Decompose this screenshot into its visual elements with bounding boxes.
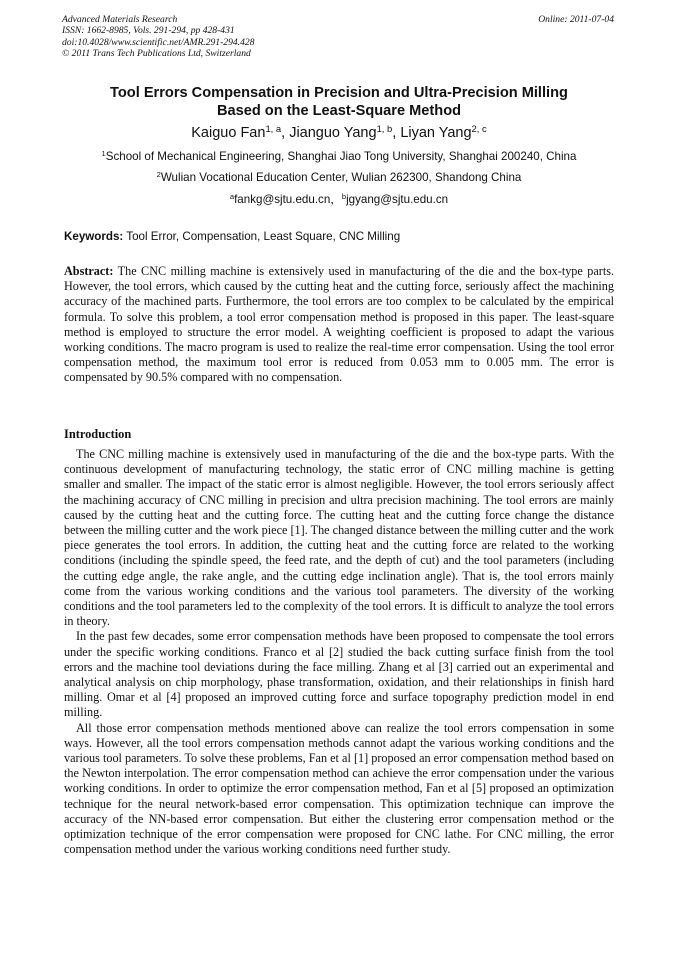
author-sup: 1, b	[376, 123, 393, 135]
paragraph: All those error compensation methods mentioned above can realize the tool errors compensation in some ways. However, all the tool errors compensation methods cannot adapt the various working conditions and the various tool parameters. To solve these problems, Fan et al [1] proposed an error compensation method based on the Newton interpolation. The error compensation method can achieve the error compensation under the various working conditions. In order to optimize the error compensation method, Fan et al [5] proposed an optimization technique for the neural network-based error compensation. This optimization technique can improve the accuracy of the NN-based error compensation. But either the clustering error compensation method or the optimization technique of the error compensation were proposed for CNC lathe. For CNC milling, the error compensation method under the various working conditions need further study.	[64, 720, 614, 857]
keywords-label: Keywords:	[64, 230, 124, 243]
affiliation-1	[0, 150, 678, 164]
keywords	[64, 230, 614, 244]
email-b[interactable]: jgyang@sjtu.edu.cn	[346, 193, 449, 206]
abstract-text: The CNC milling machine is extensively used in manufacturing of the die and the box-type parts. However, the tool errors, which caused by the cutting heat and the cutting force, seriously affect the machining accuracy of the machined parts. Furthermore, the tool errors are too complex to be calculated by the empirical formula. To solve this problem, a tool error compensation method is proposed in this paper. The least-square method is employed to structure the error model. A weighting coefficient is proposed to adapt the various working conditions. The macro program is used to realize the real-time error compensation. Using the tool error compensation method, the maximum tool error is reduced from 0.053 mm to 0.005 mm. The error is compensated by 90.5% compared with no compensation.	[64, 264, 614, 385]
journal-doi: doi:10.4028/www.scientific.net/AMR.291-294.428	[62, 36, 255, 48]
journal-name: Advanced Materials Research	[62, 14, 178, 25]
keywords-text: Tool Error, Compensation, Least Square, CNC Milling	[123, 230, 401, 243]
author-emails	[0, 193, 678, 207]
author-name: Jianguo Yang	[289, 125, 377, 141]
affiliation-sup: 2	[156, 170, 161, 180]
author-name: Liyan Yang	[400, 125, 472, 141]
email-a[interactable]: fankg@sjtu.edu.cn，	[234, 193, 342, 206]
title-line-1: Tool Errors Compensation in Precision and Ultra-Precision Milling	[110, 85, 568, 101]
author	[400, 125, 486, 141]
affiliation-sup: 1	[101, 149, 106, 159]
journal-copyright: © 2011 Trans Tech Publications Ltd, Switzerland	[62, 48, 251, 60]
online-date: Online: 2011-07-04	[538, 14, 614, 25]
affiliation-text: School of Mechanical Engineering, Shanghai Jiao Tong University, Shanghai 200240, China	[105, 150, 577, 163]
affiliation-2	[0, 171, 678, 185]
journal-header	[62, 14, 614, 60]
email-sup: a	[229, 192, 235, 202]
paragraph: In the past few decades, some error compensation methods have been proposed to compensate the tool errors under the specific working conditions. Franco et al [2] studied the back cutting surface finish from the tool errors and the machine tool deviations during the face milling. Zhang et al [3] carried out an experimental and analytical analysis on chip morphology, phase transformation, oxidation, and their relationships in finish hard milling. Omar et al [4] proposed an improved cutting force and surface topography prediction model in end milling.	[64, 629, 614, 720]
author-name: Kaiguo Fan	[191, 125, 266, 141]
affiliation-text: Wulian Vocational Education Center, Wulian 262300, Shandong China	[160, 171, 522, 184]
title-line-2: Based on the Least-Square Method	[216, 103, 462, 119]
author	[289, 125, 400, 141]
abstract-label: Abstract:	[64, 264, 114, 278]
author	[191, 125, 289, 141]
email-sup: b	[341, 192, 347, 202]
author-separator: ,	[281, 125, 290, 141]
journal-issn: ISSN: 1662-8985, Vols. 291-294, pp 428-431	[62, 25, 235, 37]
section-heading-introduction: Introduction	[64, 427, 132, 441]
abstract	[64, 264, 614, 386]
paper-title	[40, 84, 638, 120]
author-sup: 1, a	[265, 123, 282, 135]
introduction-body	[64, 447, 614, 857]
author-sup: 2, c	[471, 123, 487, 135]
author-separator: ,	[392, 125, 401, 141]
author-list	[0, 124, 678, 142]
paragraph: The CNC milling machine is extensively used in manufacturing of the die and the box-type parts. With the continuous development of manufacturing technology, the static error of CNC milling machine is getting smaller and smaller. The impact of the static error is almost negligible. However, the tool errors seriously affect the machining accuracy of CNC milling in precision and ultra precision machining. The tool errors are mainly caused by the cutting heat and the cutting force. The cutting heat and the cutting force change the distance between the milling cutter and the work piece [1]. The changed distance between the milling cutter and the work piece generates the tool errors. In addition, the cutting heat and the cutting force are related to the working conditions (including the spindle speed, the feed rate, and the depth of cut) and the tool parameters (including the cutting edge angle, the rake angle, and the cutting edge inclination angle). That is, the tool errors mainly come from the various working conditions and the various tool parameters. The diversity of the working conditions and the tool parameters led to the complexity of the tool errors. It is difficult to analyze the tool errors in theory.	[64, 447, 614, 629]
